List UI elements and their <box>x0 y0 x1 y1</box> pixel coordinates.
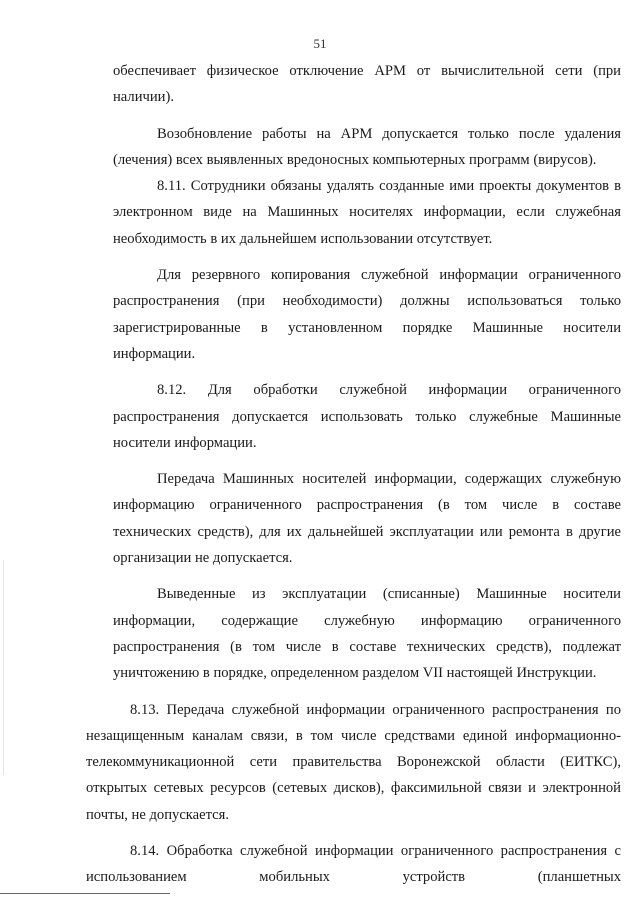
page-number: 51 <box>313 36 327 51</box>
paragraph-transfer-media: Передача Машинных носителей информации, содержащих служебную информацию ограниченного распространения (в том числе в составе технических средств), для их дальнейшей эксплуатации или ремонта в другие организации не допускается. <box>113 471 621 567</box>
paragraph-8-11: 8.11. Сотрудники обязаны удалять созданные ими проекты документов в электронном виде на Машинных носителях информации, если служебная необходимость в их дальнейшем использовании отсутствует. <box>113 178 621 247</box>
paragraph-continuation: обеспечивает физическое отключение АРМ от вычислительной сети (при наличии). <box>113 63 621 106</box>
paragraph-8-13: 8.13. Передача служебной информации ограниченного распространения по незащищенным каналам связи, в том числе средствами единой информационно-телекоммуникационной сети правительства Воронежской области (ЕИТКС), открытых сетевых ресурсов (сетевых дисков), факсимильной связи и электронной почты, не допускается. <box>86 701 621 823</box>
document-body <box>86 58 621 891</box>
paragraph-8-14: 8.14. Обработка служебной информации ограниченного распространения с использованием мобильных устройств (планшетных <box>86 843 621 886</box>
paragraph-8-12: 8.12. Для обработки служебной информации ограниченного распространения допускается использовать только служебные Машинные носители информации. <box>113 382 621 451</box>
scan-edge-shadow <box>3 560 4 775</box>
paragraph-decommissioned-media: Выведенные из эксплуатации (списанные) Машинные носители информации, содержащие служебную информацию ограниченного распространения (в том числе в составе технических средств), подлежат уничтожению в порядке, определенном разделом VII настоящей Инструкции. <box>113 586 621 682</box>
footer-rule <box>0 893 170 894</box>
paragraph-backup: Для резервного копирования служебной информации ограниченного распространения (при необходимости) должны использоваться только зарегистрированные в установленном порядке Машинные носители информации. <box>113 267 621 362</box>
paragraph-restoration: Возобновление работы на АРМ допускается только после удаления (лечения) всех выявленных вредоносных компьютерных программ (вирусов). <box>113 125 621 168</box>
